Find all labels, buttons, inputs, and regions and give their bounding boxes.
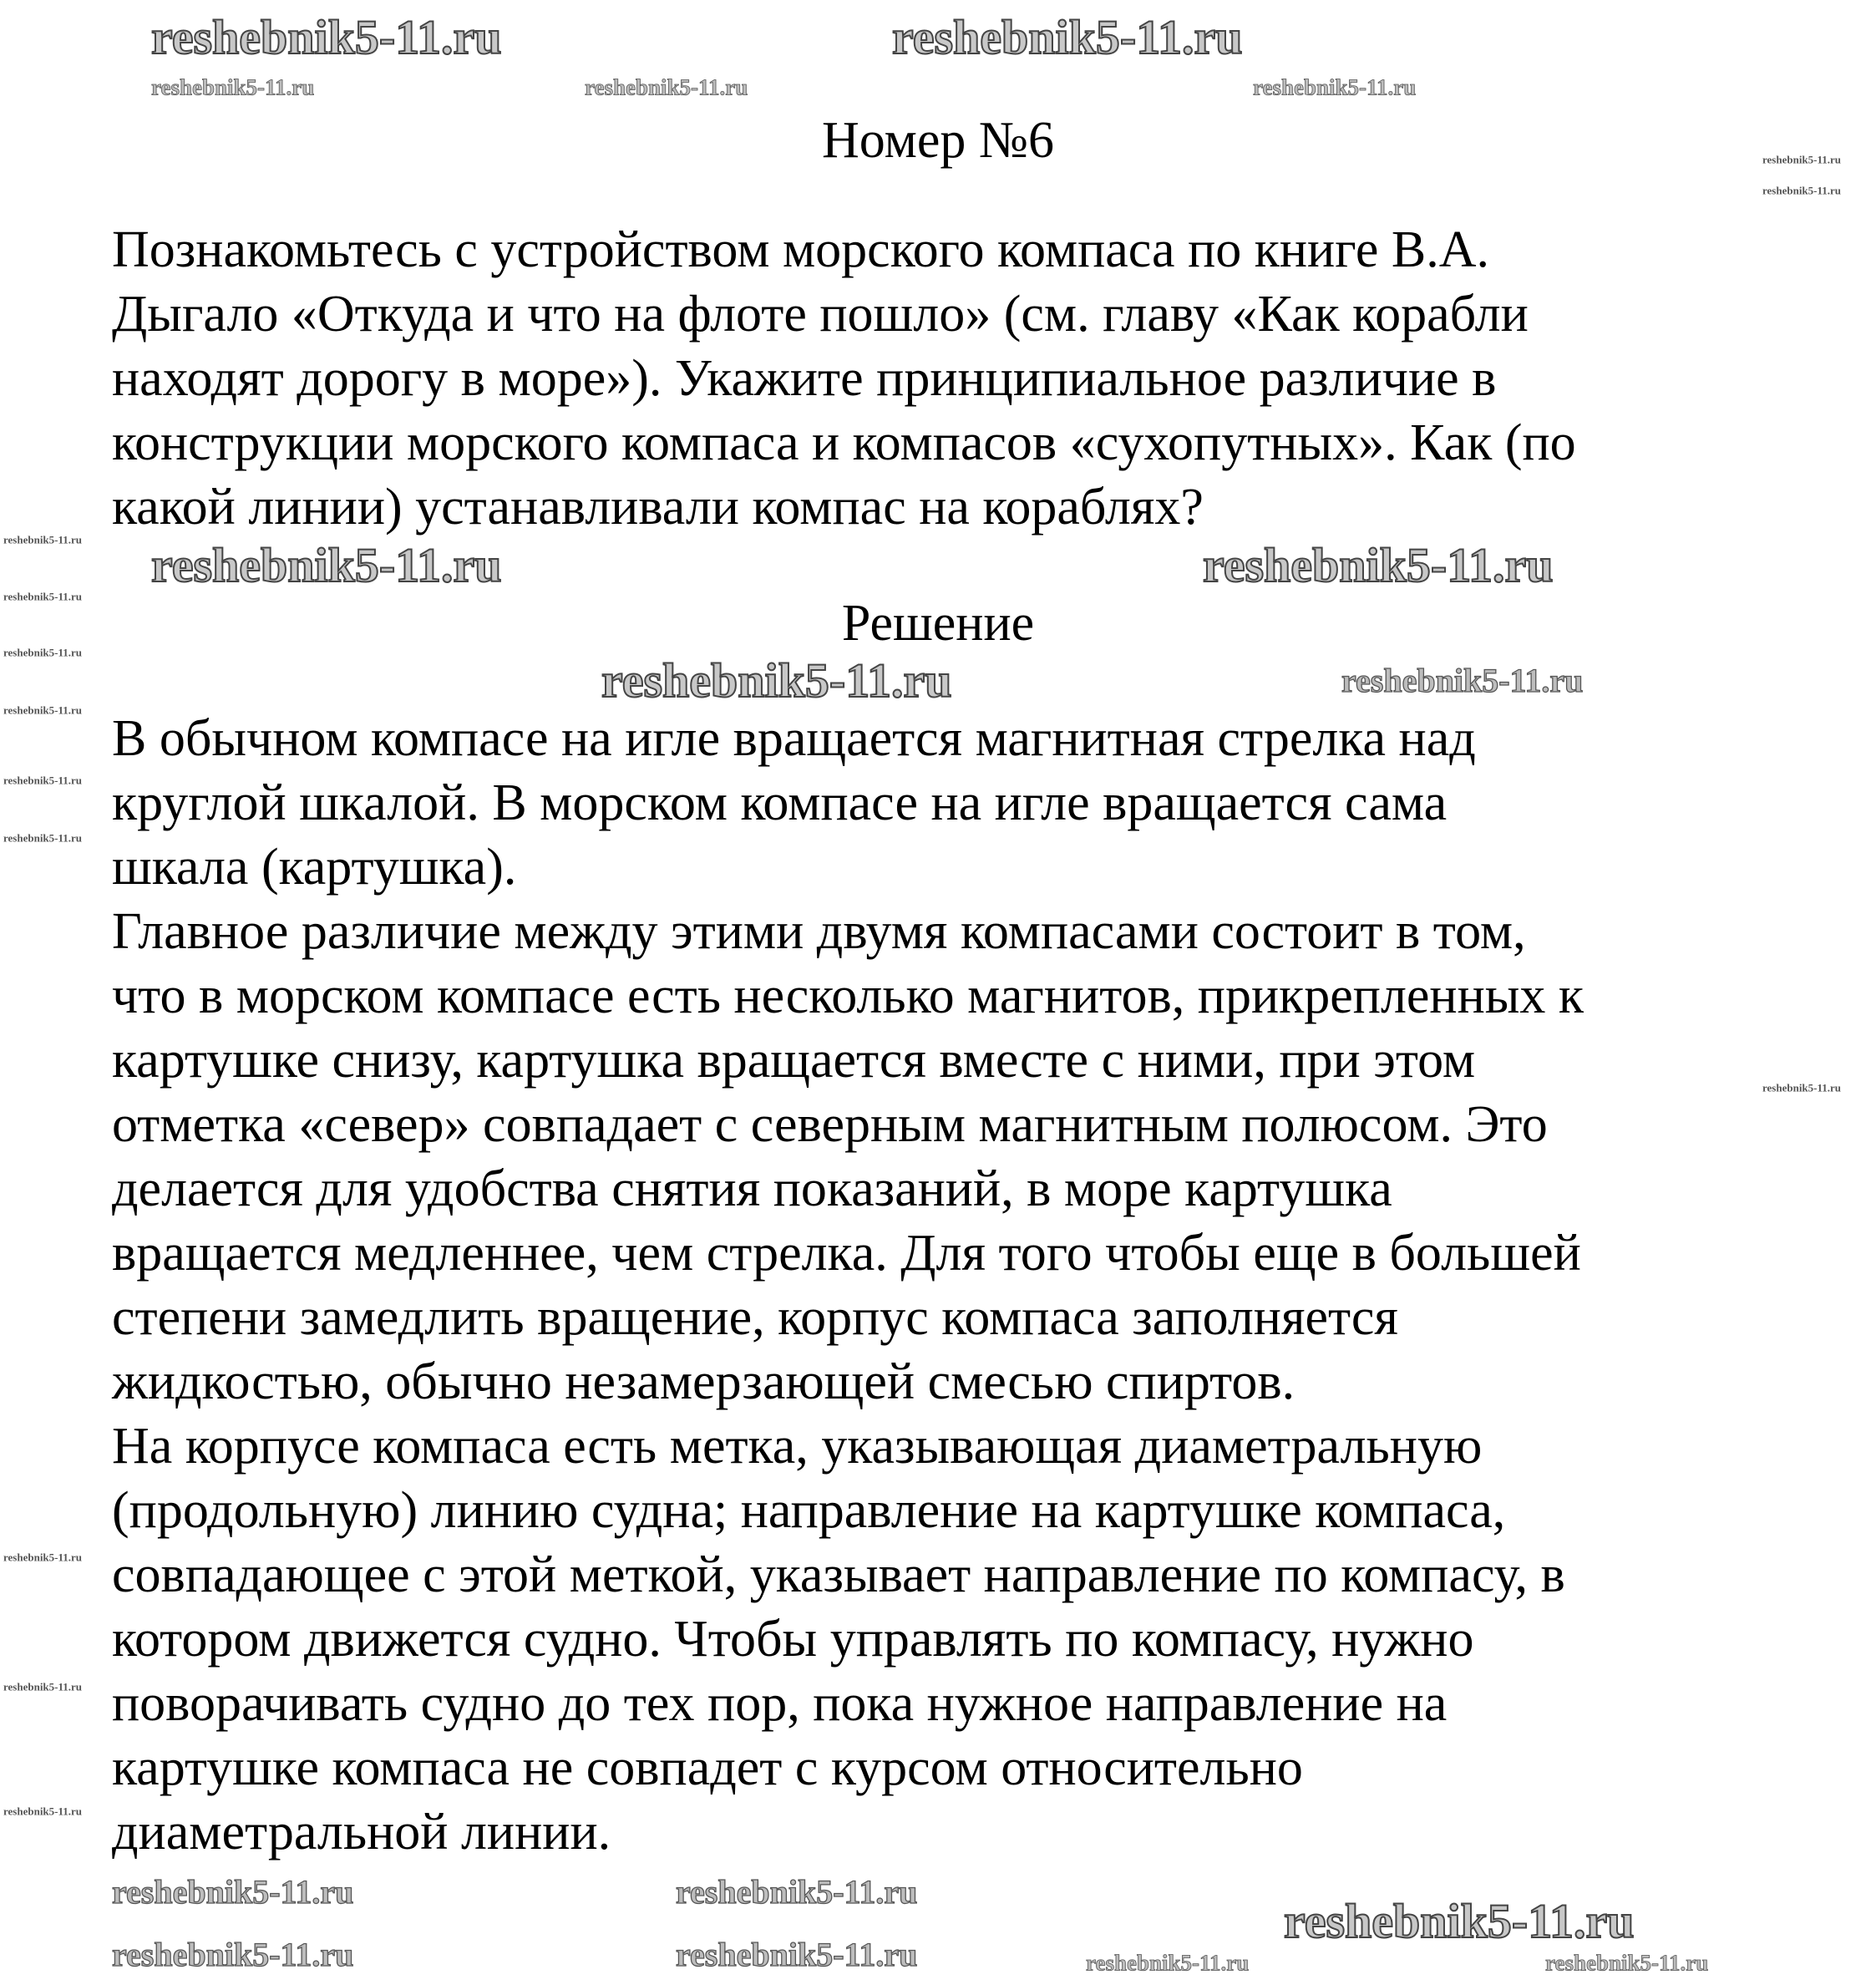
watermark: reshebnik5-11.ru [1253,74,1417,100]
watermark: reshebnik5-11.ru [1762,1081,1842,1094]
watermark: reshebnik5-11.ru [1284,1894,1635,1948]
answer-line: делается для удобства снятия показаний, в море картушка [112,1160,1392,1217]
watermark: reshebnik5-11.ru [1762,184,1842,197]
task-line: какой линии) устанавливали компас на кораблях? [112,479,1204,536]
watermark: reshebnik5-11.ru [3,774,83,787]
answer-line: диаметральной линии. [112,1804,611,1861]
answer-line: совпадающее с этой меткой, указывает направление по компасу, в [112,1546,1565,1603]
watermark: reshebnik5-11.ru [3,831,83,845]
answer-line: Главное различие между этими двумя компасами состоит в том, [112,903,1526,960]
watermark: reshebnik5-11.ru [676,1873,918,1911]
answer-line: картушке снизу, картушка вращается вместе с ними, при этом [112,1032,1476,1089]
watermark: reshebnik5-11.ru [3,533,83,546]
answer-line: (продольную) линию судна; направление на картушке компаса, [112,1482,1506,1539]
task-line: Познакомьтесь с устройством морского компаса по книге В.А. [112,221,1489,278]
watermark: reshebnik5-11.ru [112,1936,354,1973]
task-text [112,218,1576,540]
answer-line: поворачивать судно до тех пор, пока нужное направление на [112,1675,1448,1732]
watermark: reshebnik5-11.ru [3,1680,83,1693]
watermark: reshebnik5-11.ru [1341,662,1584,699]
answer-line: шкала (картушка). [112,839,517,896]
answer-line: отметка «север» совпадает с северным магнитным полюсом. Это [112,1096,1548,1153]
task-line: находят дорогу в море»). Укажите принципиальное различие в [112,350,1497,407]
watermark: reshebnik5-11.ru [3,703,83,717]
answer-line: вращается медленнее, чем стрелка. Для того чтобы еще в большей [112,1225,1581,1282]
watermark: reshebnik5-11.ru [1203,538,1554,592]
watermark: reshebnik5-11.ru [1762,153,1842,166]
task-line: Дыгало «Откуда и что на флоте пошло» (см. главу «Как корабли [112,286,1529,343]
watermark: reshebnik5-11.ru [601,653,952,708]
watermark: reshebnik5-11.ru [585,74,748,100]
watermark: reshebnik5-11.ru [3,1551,83,1564]
answer-line: На корпусе компаса есть метка, указывающая диаметральную [112,1418,1483,1475]
page-title: Номер №6 [821,112,1054,169]
watermark: reshebnik5-11.ru [151,74,315,100]
watermark: reshebnik5-11.ru [676,1936,918,1973]
answer-line: картушке компаса не совпадет с курсом относительно [112,1739,1303,1796]
task-line: конструкции морского компаса и компасов «сухопутных». Как (по [112,414,1576,471]
answer-line: что в морском компасе есть несколько магнитов, прикрепленных к [112,967,1584,1024]
answer-line: жидкостью, обычно незамерзающей смесью спиртов. [112,1353,1295,1410]
solution-heading: Решение [841,595,1035,652]
watermark: reshebnik5-11.ru [112,1873,354,1911]
watermark: reshebnik5-11.ru [892,10,1243,64]
watermark: reshebnik5-11.ru [151,10,502,64]
answer-line: круглой шкалой. В морском компасе на игле вращается сама [112,774,1448,831]
watermark: reshebnik5-11.ru [3,590,83,603]
answer-line: степени замедлить вращение, корпус компаса заполняется [112,1289,1398,1346]
watermark: reshebnik5-11.ru [3,1805,83,1818]
answer-line: котором движется судно. Чтобы управлять по компасу, нужно [112,1611,1474,1668]
answer-text [112,707,1584,1865]
watermark: reshebnik5-11.ru [1086,1950,1250,1976]
watermark: reshebnik5-11.ru [1545,1950,1709,1976]
answer-line: В обычном компасе на игле вращается магнитная стрелка над [112,710,1476,767]
watermark: reshebnik5-11.ru [3,646,83,659]
watermark: reshebnik5-11.ru [151,538,502,592]
